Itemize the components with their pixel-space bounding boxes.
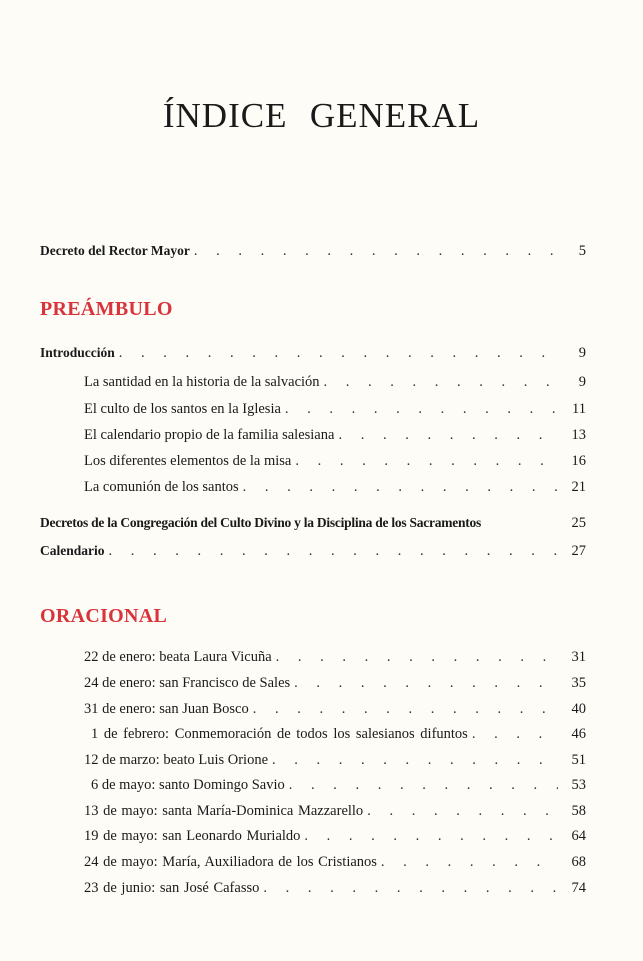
toc-entry[interactable] — [84, 802, 586, 820]
entry-page: 74 — [571, 880, 586, 896]
section-heading-oracional: ORACIONAL — [40, 605, 168, 627]
leader-dots — [294, 674, 558, 692]
leader-dots — [472, 725, 558, 743]
entry-label: 24 de enero: san Francisco de Sales — [84, 675, 291, 691]
entry-page: 46 — [571, 726, 586, 742]
toc-entry[interactable] — [84, 751, 586, 769]
toc-entry[interactable] — [84, 776, 586, 794]
entry-page: 5 — [578, 243, 586, 259]
entry-label: Introducción — [40, 345, 115, 360]
entry-label: Decretos de la Congregación del Culto Divino y la Disciplina de los Sacramentos — [40, 515, 481, 530]
entry-label: El calendario propio de la familia salesiana — [84, 427, 335, 443]
entry-page: 40 — [571, 701, 586, 717]
entry-label: Decreto del Rector Mayor — [40, 243, 190, 258]
entry-page: 9 — [578, 374, 586, 390]
leader-dots — [119, 344, 558, 362]
entry-page: 27 — [571, 543, 586, 559]
entry-label: La comunión de los santos — [84, 479, 239, 495]
toc-entry-introduccion[interactable] — [40, 344, 586, 362]
entry-label: 23 de junio: san José Cafasso — [84, 880, 260, 896]
entry-page: 64 — [571, 828, 586, 844]
leader-dots — [338, 426, 558, 444]
entry-page: 53 — [571, 777, 586, 793]
toc-entry[interactable] — [84, 853, 586, 871]
entry-page: 58 — [571, 803, 586, 819]
entry-page: 31 — [571, 649, 586, 665]
entry-label: 1 de febrero: Conmemoración de todos los salesianos difuntos — [91, 726, 468, 742]
leader-dots — [381, 853, 558, 871]
leader-dots — [304, 827, 558, 845]
section-heading-preambulo: PREÁMBULO — [40, 298, 173, 320]
toc-entry-decretos[interactable] — [40, 514, 586, 532]
entry-page: 9 — [578, 345, 586, 361]
entry-label: Los diferentes elementos de la misa — [84, 453, 292, 469]
entry-page: 68 — [571, 854, 586, 870]
entry-label: La santidad en la historia de la salvación — [84, 374, 320, 390]
entry-label: El culto de los santos en la Iglesia — [84, 401, 281, 417]
toc-entry[interactable] — [84, 648, 586, 666]
entry-label: 6 de mayo: santo Domingo Savio — [91, 777, 285, 793]
leader-dots — [109, 542, 558, 560]
leader-dots — [194, 242, 558, 260]
entry-page: 21 — [571, 479, 586, 495]
toc-entry[interactable] — [84, 400, 586, 418]
toc-entry[interactable] — [84, 879, 586, 897]
entry-page: 35 — [571, 675, 586, 691]
toc-entry[interactable] — [84, 700, 586, 718]
toc-entry[interactable] — [84, 373, 586, 391]
title-word: ÍNDICE — [162, 96, 288, 135]
leader-dots — [285, 400, 558, 418]
leader-dots — [324, 373, 558, 391]
entry-page: 11 — [572, 401, 586, 417]
leader-dots — [276, 648, 558, 666]
toc-entry[interactable] — [84, 452, 586, 470]
leader-dots — [243, 478, 558, 496]
entry-page: 51 — [571, 752, 586, 768]
entry-page: 25 — [571, 515, 586, 531]
entry-label: 13 de mayo: santa María-Dominica Mazzarello — [84, 803, 364, 819]
entry-label: 31 de enero: san Juan Bosco — [84, 701, 249, 717]
entry-label: 12 de marzo: beato Luis Orione — [84, 752, 269, 768]
entry-label: 24 de mayo: María, Auxiliadora de los Cristianos — [84, 854, 377, 870]
entry-page: 16 — [571, 453, 586, 469]
leader-dots — [253, 700, 558, 718]
leader-dots — [263, 879, 558, 897]
entry-page: 13 — [571, 427, 586, 443]
leader-dots — [367, 802, 558, 820]
toc-entry[interactable] — [84, 478, 586, 496]
toc-entry[interactable] — [84, 674, 586, 692]
toc-entry[interactable] — [84, 426, 586, 444]
toc-entry[interactable] — [84, 725, 586, 743]
leader-dots — [295, 452, 558, 470]
leader-dots — [289, 776, 558, 794]
entry-label: 19 de mayo: san Leonardo Murialdo — [84, 828, 301, 844]
entry-label: 22 de enero: beata Laura Vicuña — [84, 649, 272, 665]
toc-entry-decreto-rector[interactable] — [40, 242, 586, 260]
entry-label: Calendario — [40, 543, 105, 558]
toc-entry-calendario[interactable] — [40, 542, 586, 560]
title-word: GENERAL — [309, 96, 481, 135]
toc-entry[interactable] — [84, 827, 586, 845]
leader-dots — [272, 751, 558, 769]
